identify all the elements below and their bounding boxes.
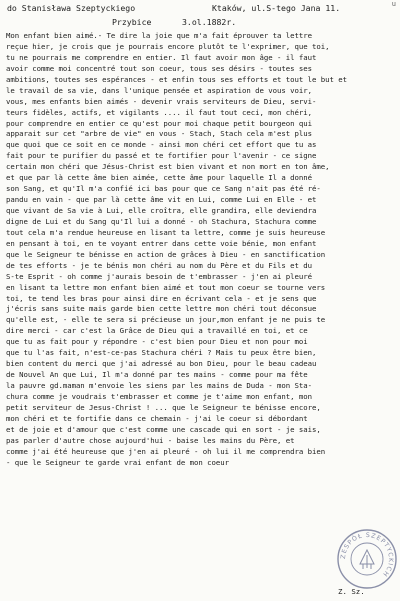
letter-line: tu ne pourrais me comprendre en entier. Il faut avoir mon âge - il faut (6, 52, 317, 62)
letter-line: petit serviteur de Jesus-Christ ! ... que le Seigneur te bénisse encore, (6, 402, 321, 412)
letter-line: pour comprendre en entier ce qu'est pour moi chaque petit bourgeon qui (6, 118, 312, 128)
letter-date: 3.ol.1882r. (182, 17, 237, 27)
recipient-line: do Stanisława Szeptyckiego (7, 3, 136, 13)
letter-line: dire merci - car c'est la Grâce de Dieu qui a travaillé en toi, et ce (6, 326, 308, 336)
letter-line: la pauvre gd.maman m'envoie les siens par les mains de Duda - mon Sta- (6, 381, 312, 390)
address-line: Ktaków, ul.S-tego Jana 11. (212, 3, 341, 13)
archive-stamp (336, 528, 398, 590)
stamp-text: ZESPÓŁ SZEPTYCKICH (339, 531, 395, 579)
letter-line: teurs fidèles, actifs, et vigilants .... il faut tout ceci, mon chéri, (6, 107, 312, 117)
letter-line: de Nouvel An que Lui, Il m'a donné par tes mains - comme pour ma fête (6, 370, 308, 380)
letter-line: que vivant de Sa vie à Lui, elle croîtra, elle grandira, elle deviendra (6, 206, 317, 215)
letter-line: en lisant ta lettre mon enfant bien aimé et tout mon coeur se tourne vers (6, 282, 326, 292)
letter-line: et que par là cette âme bien aimée, cette âme pour laquelle Il a donné (6, 173, 312, 183)
letter-line: vous, mes enfants bien aimés - devenir vrais serviteurs de Dieu, servi- (6, 96, 317, 106)
letter-line: reçue hier, je crois que je pourrais encore plutôt te l'exprimer, que toi, (6, 41, 330, 51)
letter-line: que quoi que ce soit en ce monde - ainsi mon chéri cet effort que tu as (6, 140, 317, 150)
letter-line: en pensant à toi, en te voyant entrer dans cette voie bénie, mon enfant (6, 238, 317, 248)
letter-line: son Sang, et qu'Il m'a confié ici bas pour que ce Sang n'ait pas été ré- (6, 184, 321, 194)
letter-line: Mon enfant bien aimé.- Te dire la joie que m'a fait éprouver ta lettre (6, 31, 312, 40)
letter-line: fait pour te purifier du passé et te fortifier pour l'avenir - ce signe (6, 151, 317, 161)
letter-line: tout cela m'a rendue heureuse en lisant ta lettre, comme je suis heureuse (6, 227, 326, 237)
letter-line: chura comme je voudrais t'embrasser et comme je t'aime mon enfant, mon (6, 391, 312, 401)
letter-line: et de joie et d'amour que c'est comme une cascade qui en sort - je sais, (6, 424, 321, 434)
letter-line: S-te Esprit - oh comme j'aurais besoin de t'embrasser - j'en ai pleuré (6, 271, 312, 281)
letter-line: certain mon chéri que Jésus-Christ est bien vivant et non mort en ton âme, (6, 162, 330, 172)
letter-line: pas parler d'autre chose aujourd'hui - baise les mains du Père, et (6, 435, 295, 445)
letter-line: j'écris sans suite mais garde bien cette lettre mon chéri tout déconsue (6, 304, 317, 314)
letter-line: apparait sur cet "arbre de vie" en vous - Stach, Stach cela m'est plus (6, 129, 312, 139)
letter-line: avoir comme moi concentré tout son coeur, tous ses désirs - toutes ses (6, 63, 312, 73)
letter-line: mon chéri et te fortifie dans ce chemain - j'ai le coeur si débordant (6, 413, 308, 423)
letter-body (6, 31, 398, 469)
letter-line: que le Seigneur te bénisse en action de grâces à Dieu - en sanctification (6, 249, 326, 259)
letter-line: ambitions, toutes ses espérances - et enfin tous ses efforts et tout le but et (6, 74, 347, 84)
corner-mark: u (391, 0, 396, 8)
letter-line: le travail de sa vie, dans l'unique pensée et aspiration de vous voir, (6, 85, 312, 95)
letter-line: digne de Lui et du Sang qu'Il lui a donné - oh Stachura, Stachura comme (6, 216, 317, 226)
letter-line: pandu en vain - que par là cette âme vit en Lui, comme Lui en Elle - et (6, 195, 317, 205)
letter-line: que tu l'as fait, n'est-ce-pas Stachura chéri ? Mais tu peux être bien, (6, 348, 317, 358)
letter-line: - que le Seigneur te garde vrai enfant de mon coeur (6, 457, 229, 467)
letter-line: que tu as fait pour y répondre - c'est bien pour Dieu et non pour moi (6, 337, 308, 347)
letter-line: de tes efforts - je te bénis mon chéri au nom du Père et du Fils et du (6, 260, 312, 270)
place-name: Przybice (112, 17, 152, 27)
letter-line: toi, te tend les bras pour ainsi dire en écrivant cela - et je sens que (6, 293, 317, 303)
letter-line: bien content du merci que j'ai adressé au bon Dieu, pour le beau cadeau (6, 359, 317, 369)
letter-line: qu'elle est, - elle te sera si précieuse un jour,mon enfant je ne puis te (6, 315, 326, 325)
signature: Z. Sz. (338, 587, 365, 596)
letter-line: comme j'ai été heureuse que j'en ai pleuré - oh lui il me comprendra bien (6, 446, 326, 456)
